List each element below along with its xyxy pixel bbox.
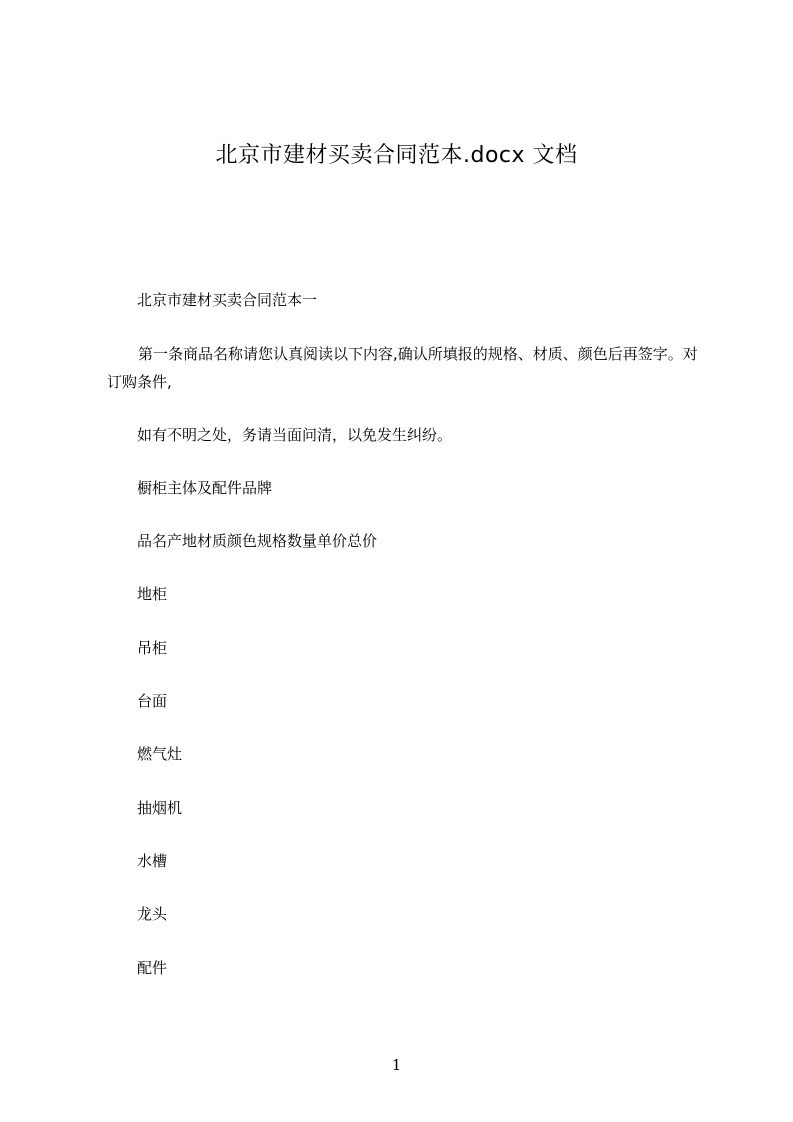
notice-paragraph: 如有不明之处，务请当面问清，以免发生纠纷。 xyxy=(137,426,453,444)
list-item: 水槽 xyxy=(137,852,168,870)
page-number: 1 xyxy=(391,1056,402,1074)
list-item: 燃气灶 xyxy=(137,745,183,763)
list-item: 龙头 xyxy=(137,905,168,923)
table-header-line: 品名产地材质颜色规格数量单价总价 xyxy=(137,532,378,550)
clause-one-paragraph: 第一条商品名称请您认真阅读以下内容,确认所填报的规格、材质、颜色后再签字。对订购条件, xyxy=(107,345,698,391)
list-item: 吊柜 xyxy=(137,639,168,657)
document-title: 北京市建材买卖合同范本.docx 文档 xyxy=(215,143,578,168)
list-item: 配件 xyxy=(137,959,168,977)
list-item: 台面 xyxy=(137,692,168,710)
brand-heading: 橱柜主体及配件品牌 xyxy=(137,479,273,497)
list-item: 地柜 xyxy=(137,585,168,603)
contract-heading: 北京市建材买卖合同范本一 xyxy=(137,291,318,309)
list-item: 抽烟机 xyxy=(137,799,183,817)
